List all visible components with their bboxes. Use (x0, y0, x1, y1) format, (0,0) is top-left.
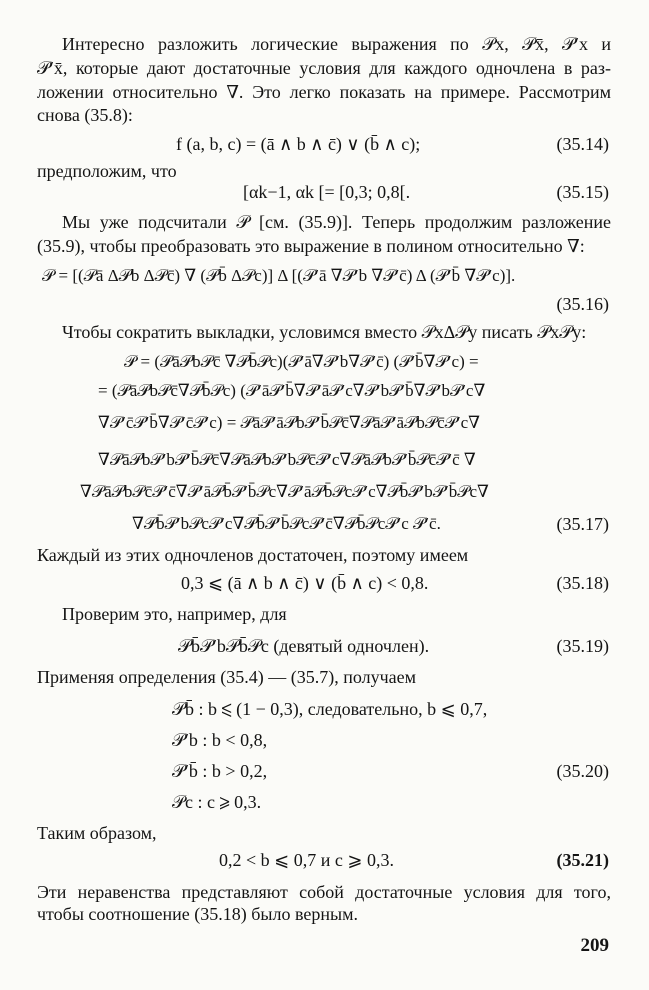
equation-35-17-line-1: 𝒫 = (𝒫ā𝒫b𝒫c̄ ∇𝒫b̄𝒫c)(𝒫′ā∇𝒫′b∇𝒫′c̄) (𝒫′b̄∇𝒫′c) = (124, 352, 479, 371)
paragraph-3: Чтобы сократить выкладки, условимся вместо 𝒫xΔ𝒫y писать 𝒫x𝒫y: (62, 322, 587, 342)
equation-number-35-15: (35.15) (556, 182, 609, 202)
equation-35-17-line-4: ∇𝒫ā𝒫b𝒫′b𝒫′b̄𝒫c̄∇𝒫ā𝒫b𝒫′b𝒫c̄𝒫′c∇𝒫ā𝒫b𝒫′b̄𝒫c̄𝒫′c̄ ∇ (98, 450, 476, 469)
paragraph-1-line-3: ложении относительно ∇. Это легко показать на примере. Рассмотрим (37, 82, 611, 102)
equation-number-35-20: (35.20) (556, 761, 609, 781)
equation-35-17-line-2: = (𝒫ā𝒫b𝒫c̄∇𝒫b̄𝒫c) (𝒫′ā𝒫′b̄∇𝒫′ā𝒫′c∇𝒫′b𝒫′b̄∇𝒫′b𝒫′c∇ (98, 381, 486, 400)
equation-35-17-line-3: ∇𝒫′c̄𝒫′b̄∇𝒫′c̄𝒫′c) = 𝒫ā𝒫′ā𝒫b𝒫′b̄𝒫c̄∇𝒫ā𝒫′ā𝒫b𝒫c̄𝒫′c∇ (98, 413, 481, 432)
paragraph-2-line-2: (35.9), чтобы преобразовать это выражение в полином относительно ∇: (37, 236, 585, 256)
paragraph-8-line-2: чтобы соотношение (35.18) было верным. (37, 904, 359, 924)
paragraph-2-line-1: Мы уже подсчитали 𝒫 [см. (35.9)]. Теперь продолжим разложение (62, 212, 611, 232)
equation-35-15: [αk−1, αk [= [0,3; 0,8[. (243, 182, 411, 202)
equation-number-35-21: (35.21) (556, 850, 609, 870)
paragraph-1-line-2: 𝒫′x̄, которые дают достаточные условия для каждого одночлена в раз- (37, 58, 611, 78)
paragraph-7: Таким образом, (37, 823, 157, 843)
paragraph-1-line-1: Интересно разложить логические выражения по 𝒫x, 𝒫x̄, 𝒫′x и (62, 34, 611, 54)
equation-35-20-line-2: 𝒫′b : b < 0,8, (172, 730, 268, 750)
equation-35-16: 𝒫 = [(𝒫ā Δ𝒫b Δ𝒫c̄) ∇ (𝒫b̄ Δ𝒫c)] Δ [(𝒫′ā ∇𝒫′b ∇𝒫′c̄) Δ (𝒫′b̄ ∇𝒫′c)]. (42, 266, 516, 285)
equation-35-20-line-3: 𝒫′b̄ : b > 0,2, (172, 761, 268, 781)
paragraph-5: Проверим это, например, для (62, 604, 287, 624)
equation-number-35-19: (35.19) (556, 636, 609, 656)
equation-35-19: 𝒫b̄𝒫′b𝒫b̄𝒫c (девятый одночлен). (178, 636, 430, 656)
text-suppose: предположим, что (37, 161, 177, 181)
equation-number-35-14: (35.14) (556, 134, 609, 154)
paragraph-1-line-4: снова (35.8): (37, 105, 133, 125)
paragraph-8-line-1: Эти неравенства представляют собой достаточные условия для того, (37, 882, 611, 902)
equation-35-20-line-4: 𝒫c : c ⩾ 0,3. (172, 792, 262, 812)
equation-35-17-line-5: ∇𝒫ā𝒫b𝒫c̄𝒫′c̄∇𝒫′ā𝒫b̄𝒫′b̄𝒫c∇𝒫′ā𝒫b̄𝒫c𝒫′c∇𝒫b̄𝒫′b𝒫′b̄𝒫c∇ (80, 482, 489, 501)
page-number: 209 (580, 935, 609, 956)
equation-35-14: f (a, b, c) = (ā ∧ b ∧ c̄) ∨ (b̄ ∧ c); (176, 134, 421, 154)
equation-35-18: 0,3 ⩽ (ā ∧ b ∧ c̄) ∨ (b̄ ∧ c) < 0,8. (181, 573, 429, 593)
paragraph-6: Применяя определения (35.4) — (35.7), получаем (37, 667, 417, 687)
equation-number-35-16: (35.16) (556, 294, 609, 314)
equation-35-21: 0,2 < b ⩽ 0,7 и c ⩾ 0,3. (219, 850, 394, 870)
equation-number-35-17: (35.17) (556, 514, 609, 534)
paragraph-4: Каждый из этих одночленов достаточен, поэтому имеем (37, 545, 469, 565)
equation-35-20-line-1: 𝒫b̄ : b ⩽ (1 − 0,3), следовательно, b ⩽ 0,7, (172, 699, 488, 719)
equation-35-17-line-6: ∇𝒫b̄𝒫′b𝒫c𝒫′c∇𝒫b̄𝒫′b̄𝒫c𝒫′c̄∇𝒫b̄𝒫c𝒫′c 𝒫′c̄. (132, 514, 441, 533)
equation-number-35-18: (35.18) (556, 573, 609, 593)
